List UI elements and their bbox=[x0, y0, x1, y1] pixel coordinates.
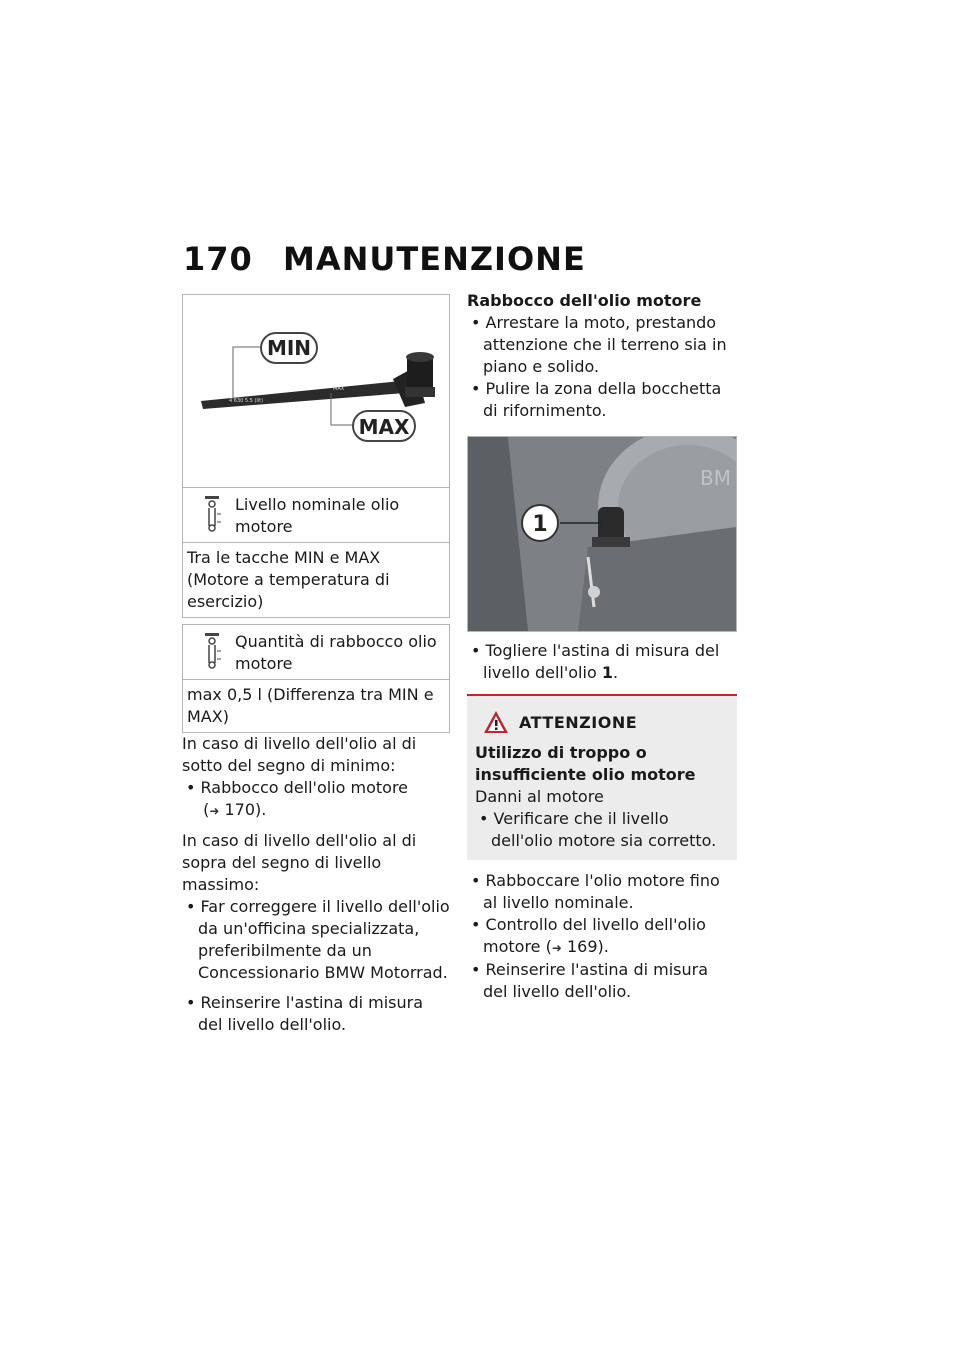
arrow-right-icon: ➜ bbox=[551, 941, 562, 955]
spec-value: max 0,5 l (Differenza tra MIN e MAX) bbox=[187, 685, 434, 726]
list-item-text: • Togliere l'astina di misura del livello dell'olio bbox=[471, 641, 720, 682]
arrow-right-icon: ➜ bbox=[209, 804, 220, 818]
warning-text: Danni al motore bbox=[475, 787, 604, 806]
paragraph: In caso di livello dell'olio al di sotto del segno di minimo: bbox=[182, 734, 417, 775]
brand-logo: BM bbox=[700, 466, 731, 490]
min-label: MIN bbox=[266, 336, 312, 360]
page-reference[interactable]: 170). bbox=[224, 800, 267, 819]
list-item: • Rabbocco dell'olio motore (➜ 170). bbox=[186, 778, 409, 819]
warning-subtitle: Utilizzo di troppo o insufficiente olio motore bbox=[475, 743, 696, 784]
spec-title: Livello nominale olio motore bbox=[235, 495, 400, 536]
list-item bbox=[467, 914, 737, 959]
dipstick-illustration bbox=[183, 295, 449, 487]
list-item: • Pulire la zona della bocchetta di rifornimento. bbox=[471, 379, 722, 420]
left-column bbox=[182, 294, 450, 1036]
stick-marking: 4 630 5.5 (lit) bbox=[229, 398, 264, 404]
spec-title: Quantità di rabbocco olio motore bbox=[235, 632, 437, 673]
dipstick-spec-icon bbox=[199, 631, 225, 671]
warning-icon bbox=[483, 710, 509, 734]
engine-illustration bbox=[468, 437, 736, 631]
list-item-text: • Rabbocco dell'olio motore bbox=[186, 778, 409, 797]
warning-box bbox=[467, 694, 737, 860]
list-item: • Reinserire l'astina di misura del livello dell'olio. bbox=[186, 993, 424, 1034]
warning-title: ATTENZIONE bbox=[519, 712, 638, 732]
spec-nominal-level bbox=[182, 488, 450, 618]
dipstick-spec-icon bbox=[199, 494, 225, 534]
list-item: • Arrestare la moto, prestando attenzione che il terreno sia in piano e solido. bbox=[471, 313, 727, 376]
spec-value: Tra le tacche MIN e MAX (Motore a temperatura di esercizio) bbox=[187, 548, 390, 611]
dipstick-figure bbox=[182, 294, 450, 488]
spec-refill-quantity bbox=[182, 624, 450, 733]
oil-filler-photo bbox=[467, 436, 737, 632]
page-reference[interactable]: 169). bbox=[567, 937, 609, 956]
section-heading: Rabbocco dell'olio motore bbox=[467, 291, 702, 310]
paragraph: In caso di livello dell'olio al di sopra del segno di livello massimo: bbox=[182, 831, 417, 894]
warning-list-item: • Verificare che il livello dell'olio motore sia corretto. bbox=[479, 809, 717, 850]
stick-max-marking: MAX bbox=[333, 386, 345, 392]
list-item-text: . bbox=[612, 663, 619, 682]
right-column bbox=[467, 290, 737, 1003]
list-item: • Reinserire l'astina di misura del livello dell'olio. bbox=[471, 960, 709, 1001]
callout-label: 1 bbox=[532, 512, 548, 537]
page-number: 170 bbox=[183, 240, 253, 278]
page-title: MANUTENZIONE bbox=[283, 240, 586, 278]
list-item: • Rabboccare l'olio motore fino al livello nominale. bbox=[471, 871, 720, 912]
callout-reference: 1 bbox=[601, 663, 613, 682]
list-item-text: • Controllo del livello dell'olio motore ( bbox=[471, 915, 706, 956]
max-label: MAX bbox=[358, 415, 410, 439]
list-item: • Far correggere il livello dell'olio da un'officina specializzata, preferibilmente da un Concessionario BMW Motorrad. bbox=[186, 897, 450, 982]
list-item bbox=[467, 640, 737, 684]
